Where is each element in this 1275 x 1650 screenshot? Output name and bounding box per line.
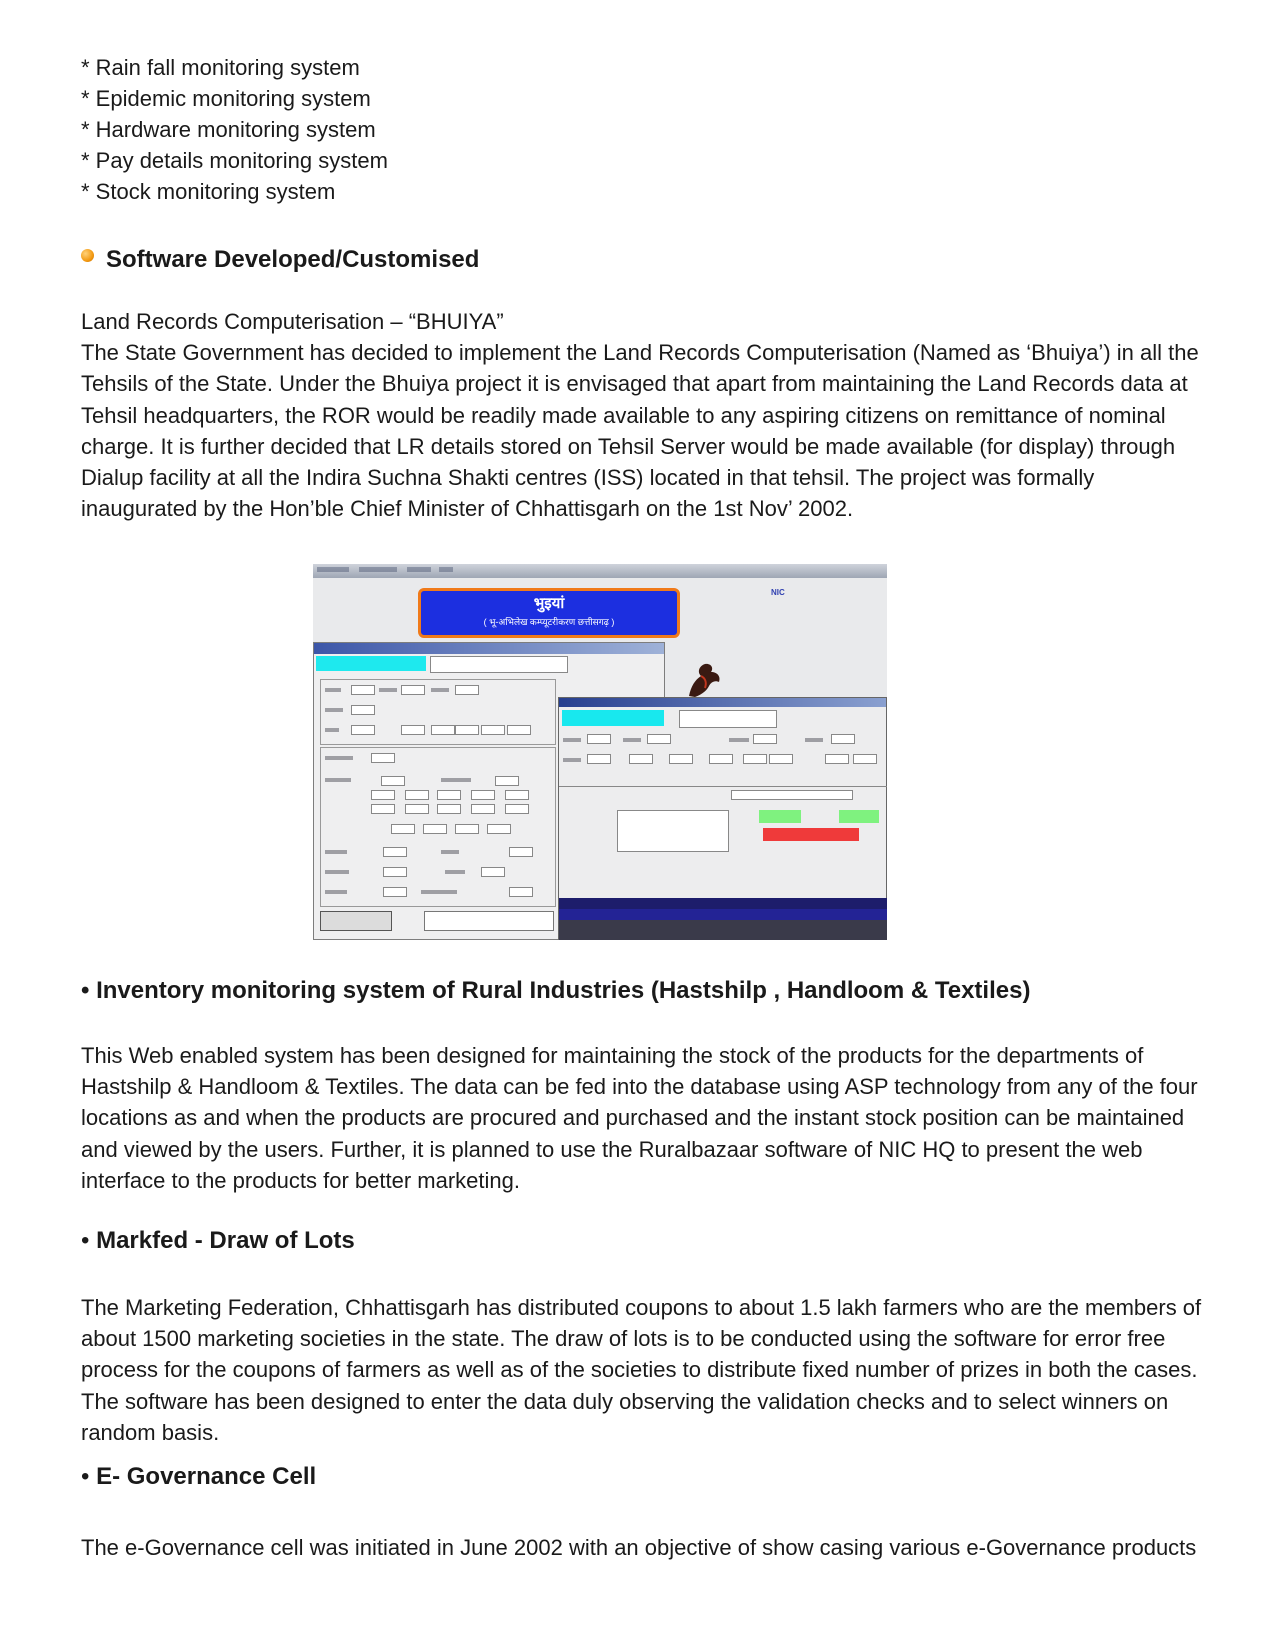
orange-bullet-icon	[81, 249, 94, 262]
list-item: * Pay details monitoring system	[81, 148, 388, 173]
software-section-header	[81, 245, 479, 275]
screenshot-menubar	[313, 564, 887, 578]
owner-details-window	[558, 697, 887, 940]
bhuiya-description: The State Government has decided to implement the Land Records Computerisation (Named as ‘Bhuiya’) in all the Tehsils of the State. Under the Bhuiya project it is envisaged that apart from maintaining the Land Records data at Tehsil headquarters, the ROR would be readily made available to any aspiring citizens on remittance of nominal charge. It is further decided that LR details stored on Tehsil Server would be made available (for display) through Dialup facility at all the Indira Suchna Shakti centres (ISS) located in that tehsil. The project was formally inaugurated by the Hon’ble Chief Minister of Chhattisgarh on the 1st Nov’ 2002.	[81, 340, 1199, 522]
inventory-bullet: •	[81, 977, 90, 1004]
egov-description: The e-Governance cell was initiated in June 2002 with an objective of show casing various e-Governance products	[81, 1535, 1197, 1560]
banner-title: भुइयां	[533, 595, 565, 612]
list-item: * Epidemic monitoring system	[81, 86, 371, 111]
bhuiya-title: Land Records Computerisation – “BHUIYA”	[81, 309, 504, 334]
egov-bullet: •	[81, 1463, 90, 1490]
inventory-description: This Web enabled system has been designed for maintaining the stock of the products for the departments of Hastshilp & Handloom & Textiles. The data can be fed into the database using ASP technology from any of the four locations as and when the products are procured and purchased and the instant stock position can be maintained and viewed by the users. Further, it is planned to use the Ruralbazaar software of NIC HQ to present the web interface to the products for better marketing.	[81, 1043, 1198, 1193]
figure-logo-icon	[681, 660, 727, 700]
nic-tag: NIC	[771, 588, 785, 597]
list-item: * Hardware monitoring system	[81, 117, 376, 142]
banner-subtitle: ( भू-अभिलेख कम्प्यूटरीकरण छत्तीसगढ़ )	[483, 617, 615, 627]
software-heading: Software Developed/Customised	[106, 246, 480, 273]
bhuiya-screenshot	[313, 564, 887, 940]
egov-body	[81, 1532, 1211, 1563]
list-item: * Rain fall monitoring system	[81, 55, 360, 80]
list-item: * Stock monitoring system	[81, 179, 336, 204]
egov-heading: E- Governance Cell	[96, 1463, 317, 1490]
markfed-description: The Marketing Federation, Chhattisgarh has distributed coupons to about 1.5 lakh farmers who are the members of about 1500 marketing societies in the state. The draw of lots is to be conducted using the software for error free process for the coupons of farmers as well as of the societies to distribute fixed number of prizes in both the cases. The software has been designed to enter the data duly observing the validation checks and to select winners on random basis.	[81, 1295, 1202, 1445]
monitoring-list-block	[81, 52, 1211, 207]
inventory-body	[81, 1040, 1211, 1196]
inventory-section-header	[81, 976, 1030, 1006]
egov-section-header	[81, 1462, 316, 1492]
inventory-heading: Inventory monitoring system of Rural Industries (Hastshilp , Handloom & Textiles)	[96, 977, 1031, 1004]
markfed-section-header	[81, 1226, 355, 1256]
bhuiya-banner	[418, 588, 680, 638]
markfed-heading: Markfed - Draw of Lots	[96, 1227, 355, 1254]
markfed-bullet: •	[81, 1227, 90, 1254]
monitoring-list	[81, 52, 1211, 207]
software-body	[81, 306, 1211, 524]
markfed-body	[81, 1292, 1211, 1448]
